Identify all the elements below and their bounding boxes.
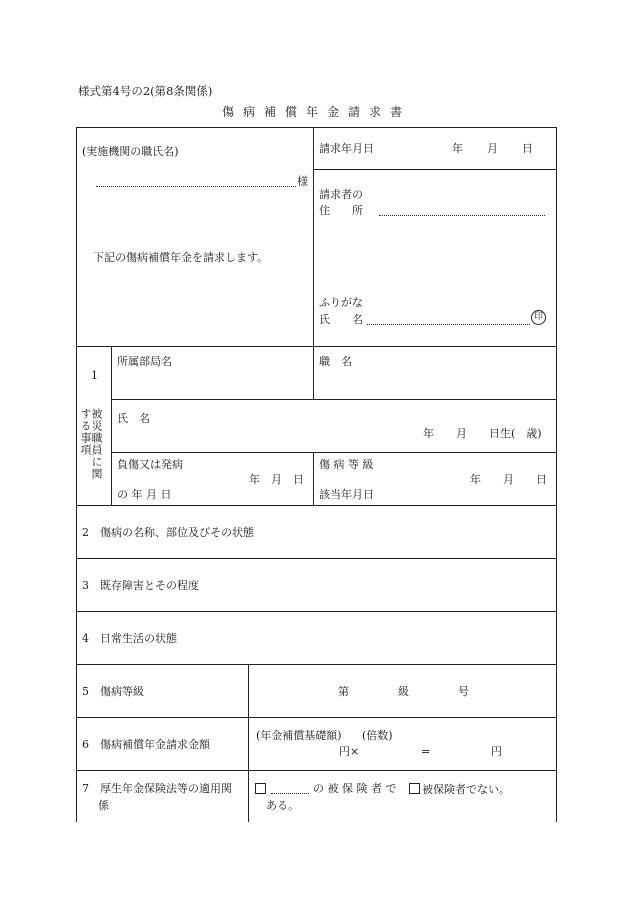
claim-date-label: 請求年月日 [319,142,374,155]
birth-date-text: 年 月 日生( 歳) [423,427,542,440]
row-7-label-1: 7 厚生年金保険法等の適用関 [82,782,232,795]
injury-date-label-1: 負傷又は発病 [117,458,183,471]
grade-kyu: 級 [398,685,409,698]
form-number: 様式第4号の2(第8条関係) [78,84,213,98]
injury-date-text: 年 月 日 [249,473,304,486]
request-statement: 下記の傷病補償年金を請求します。 [93,251,269,264]
row-3-label: 3 既存障害とその程度 [82,579,199,592]
insured-checkbox[interactable] [255,783,268,795]
injury-date-label-2: の 年 月 日 [117,488,172,501]
section-1-number: 1 [91,369,98,382]
department-label: 所属部局名 [117,355,172,368]
claim-year: 年 [452,142,463,155]
form-title: 傷病補償年金請求書 [222,105,412,119]
address-label-1: 請求者の [319,188,363,201]
recipient-label: (実施機関の職氏名) [82,145,179,158]
furigana-label: ふりがな [319,296,363,309]
insured-option-text-1: の 被 保 険 者 で [313,782,397,795]
section-1-vertical-label: 被災職員に関する事項 [79,408,103,480]
grade-go: 号 [458,685,469,698]
claim-day: 日 [522,142,533,155]
yen-times: 円× [339,745,360,758]
address-line[interactable] [379,215,545,216]
row-2-label: 2 傷病の名称、部位及びその状態 [82,526,254,539]
seal-icon: 印 [531,310,546,325]
row-6-label: 6 傷病補償年金請求金額 [82,738,210,751]
staff-name-label: 氏 名 [117,412,150,425]
recipient-name-line[interactable] [96,186,296,187]
insurance-law-line[interactable] [271,793,309,794]
honorific-sama: 様 [297,175,308,188]
not-insured-option[interactable]: 被保険者でない。 [409,783,510,795]
row-4-label: 4 日常生活の状態 [82,632,177,645]
multiplier-label: (倍数) [362,729,393,742]
claimant-name-label: 氏 名 [319,313,363,326]
row-5-label: 5 傷病等級 [82,685,144,698]
checkbox-icon[interactable] [409,783,420,794]
position-label: 職 名 [319,355,352,368]
grade-dai: 第 [338,685,349,698]
equals-sign: = [421,745,431,758]
claim-month: 月 [487,142,498,155]
claimant-name-line[interactable] [367,324,530,325]
insured-option-text-2: ある。 [266,799,299,812]
address-label-2: 住 所 [319,204,363,217]
checkbox-icon[interactable] [255,783,266,794]
grade-label-1: 傷 病 等 級 [319,458,374,471]
yen-result: 円 [491,745,502,758]
row-7-label-2: 係 [98,799,109,812]
base-amount-label: (年金補償基礎額) [256,729,342,742]
grade-date-text: 年 月 日 [470,473,547,486]
grade-label-2: 該当年月日 [319,488,374,501]
